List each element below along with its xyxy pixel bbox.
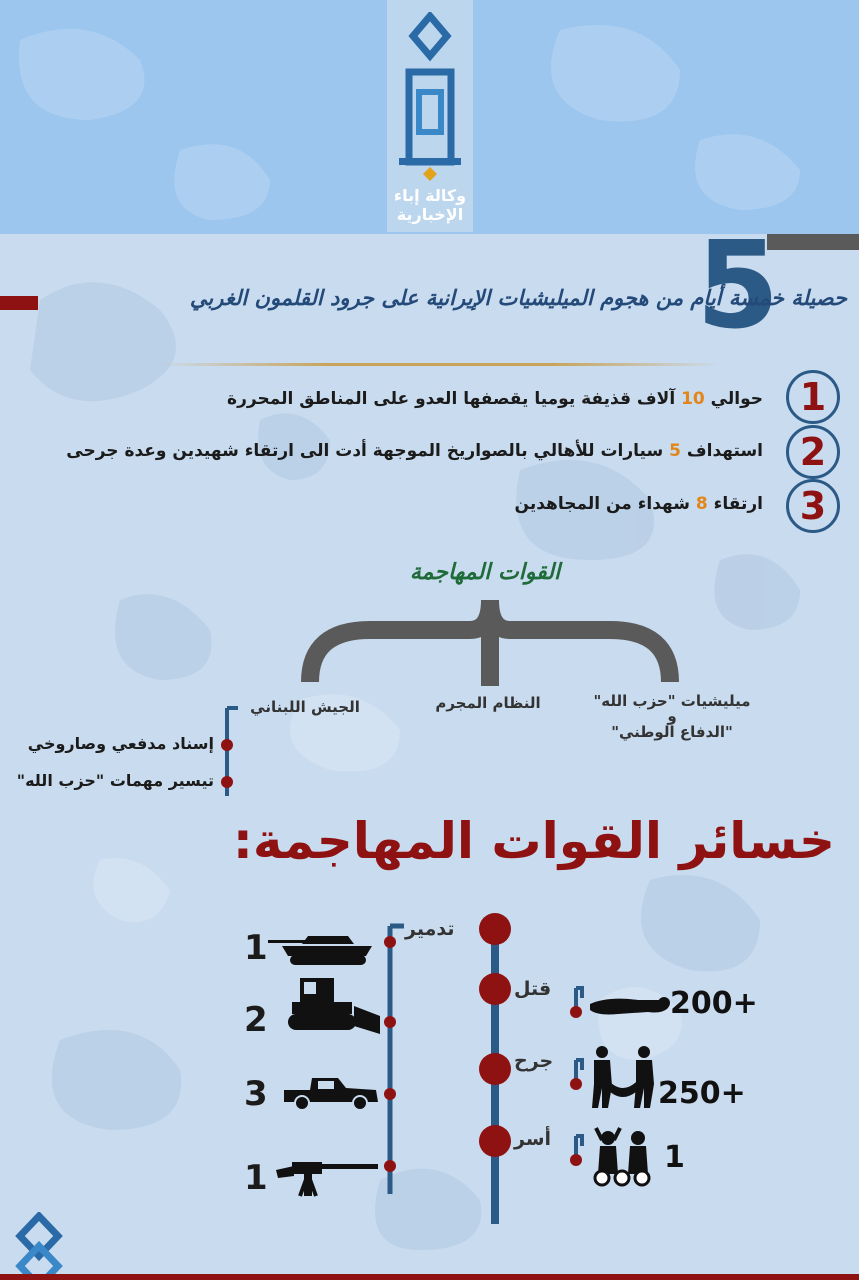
logo-text-line2: الإخبارية [396, 205, 464, 224]
big-number-five: 5 [696, 217, 780, 356]
stat-highlight: 5 [669, 441, 681, 461]
force-lebanese-army: الجيش اللبناني [250, 698, 360, 716]
stat-pre: ارتقاء [707, 494, 763, 514]
lebanese-role: إسناد مدفعي وصاروخي [27, 734, 214, 753]
footer-logo-icon [14, 1212, 64, 1280]
stat-pre: حوالي [704, 389, 763, 409]
destruction-label: تدمير [405, 918, 455, 940]
title-gray-bar [767, 234, 859, 250]
lebanese-roles-connector [218, 706, 242, 798]
stat-number-circle: 2 [786, 425, 840, 479]
stat-post: شهداء من المجاهدين [514, 494, 696, 514]
curly-brace-icon [300, 590, 680, 690]
force-militias [572, 692, 772, 741]
lebanese-role: تيسير مهمات "حزب الله" [16, 771, 214, 790]
destroyed-count: 2 [244, 1000, 268, 1040]
destruction-timeline [378, 922, 414, 1198]
personnel-connector [562, 986, 590, 1022]
personnel-value: 250+ [658, 1076, 746, 1111]
logo-text-line1: وكالة إباء [393, 186, 467, 205]
destroyed-count: 1 [244, 1158, 268, 1198]
stat-post: سيارات للأهالي بالصواريخ الموجهة أدت الى ارتقاء شهيدين وعدة جرحى [66, 441, 670, 461]
stat-highlight: 10 [681, 389, 705, 409]
machine-gun-icon [272, 1160, 380, 1200]
destroyed-count: 3 [244, 1074, 268, 1114]
stat-post: آلاف قذيفة يوميا يقصفها العدو على المناطق المحررة [227, 389, 682, 409]
force-militias-line1: ميليشيات "حزب الله" [593, 692, 751, 710]
personnel-connector [562, 1058, 590, 1094]
stat-line [227, 389, 763, 409]
personnel-label: قتل [514, 978, 552, 1000]
losses-title: خسائر القوات المهاجمة: [232, 812, 835, 870]
stat-highlight: 8 [695, 494, 708, 514]
title-divider [160, 363, 720, 366]
personnel-connector [562, 1134, 590, 1170]
wounded-carry-icon [588, 1046, 658, 1110]
dead-body-icon [588, 994, 672, 1020]
stat-line [515, 494, 763, 514]
personnel-value: 200+ [670, 986, 758, 1021]
stat-pre: استهداف [680, 441, 763, 461]
force-militias-line2: و [667, 707, 677, 725]
force-regime: النظام المجرم [435, 694, 541, 712]
title-red-bar [0, 296, 38, 310]
personnel-label: أسر [514, 1128, 552, 1150]
stat-number-circle: 3 [786, 479, 840, 533]
tank-icon [268, 928, 378, 968]
logo-text [387, 186, 473, 224]
bulldozer-icon [284, 976, 384, 1040]
footer-red-bar [0, 1274, 859, 1280]
personnel-label: جرح [514, 1050, 554, 1072]
pickup-truck-icon [282, 1074, 380, 1112]
captive-icon [592, 1126, 656, 1188]
force-militias-line3: "الدفاع الوطني" [611, 723, 733, 741]
personnel-timeline [476, 912, 516, 1226]
stat-line [66, 441, 763, 461]
destroyed-count: 1 [244, 928, 268, 968]
page-title: حصيلة خمسة أيام من هجوم الميليشيات الإيرانية على جرود القلمون الغربي [189, 286, 847, 310]
stat-number-circle: 1 [786, 370, 840, 424]
forces-title: القوات المهاجمة [409, 560, 561, 585]
personnel-value: 1 [664, 1140, 685, 1175]
agency-logo-icon [397, 12, 463, 182]
